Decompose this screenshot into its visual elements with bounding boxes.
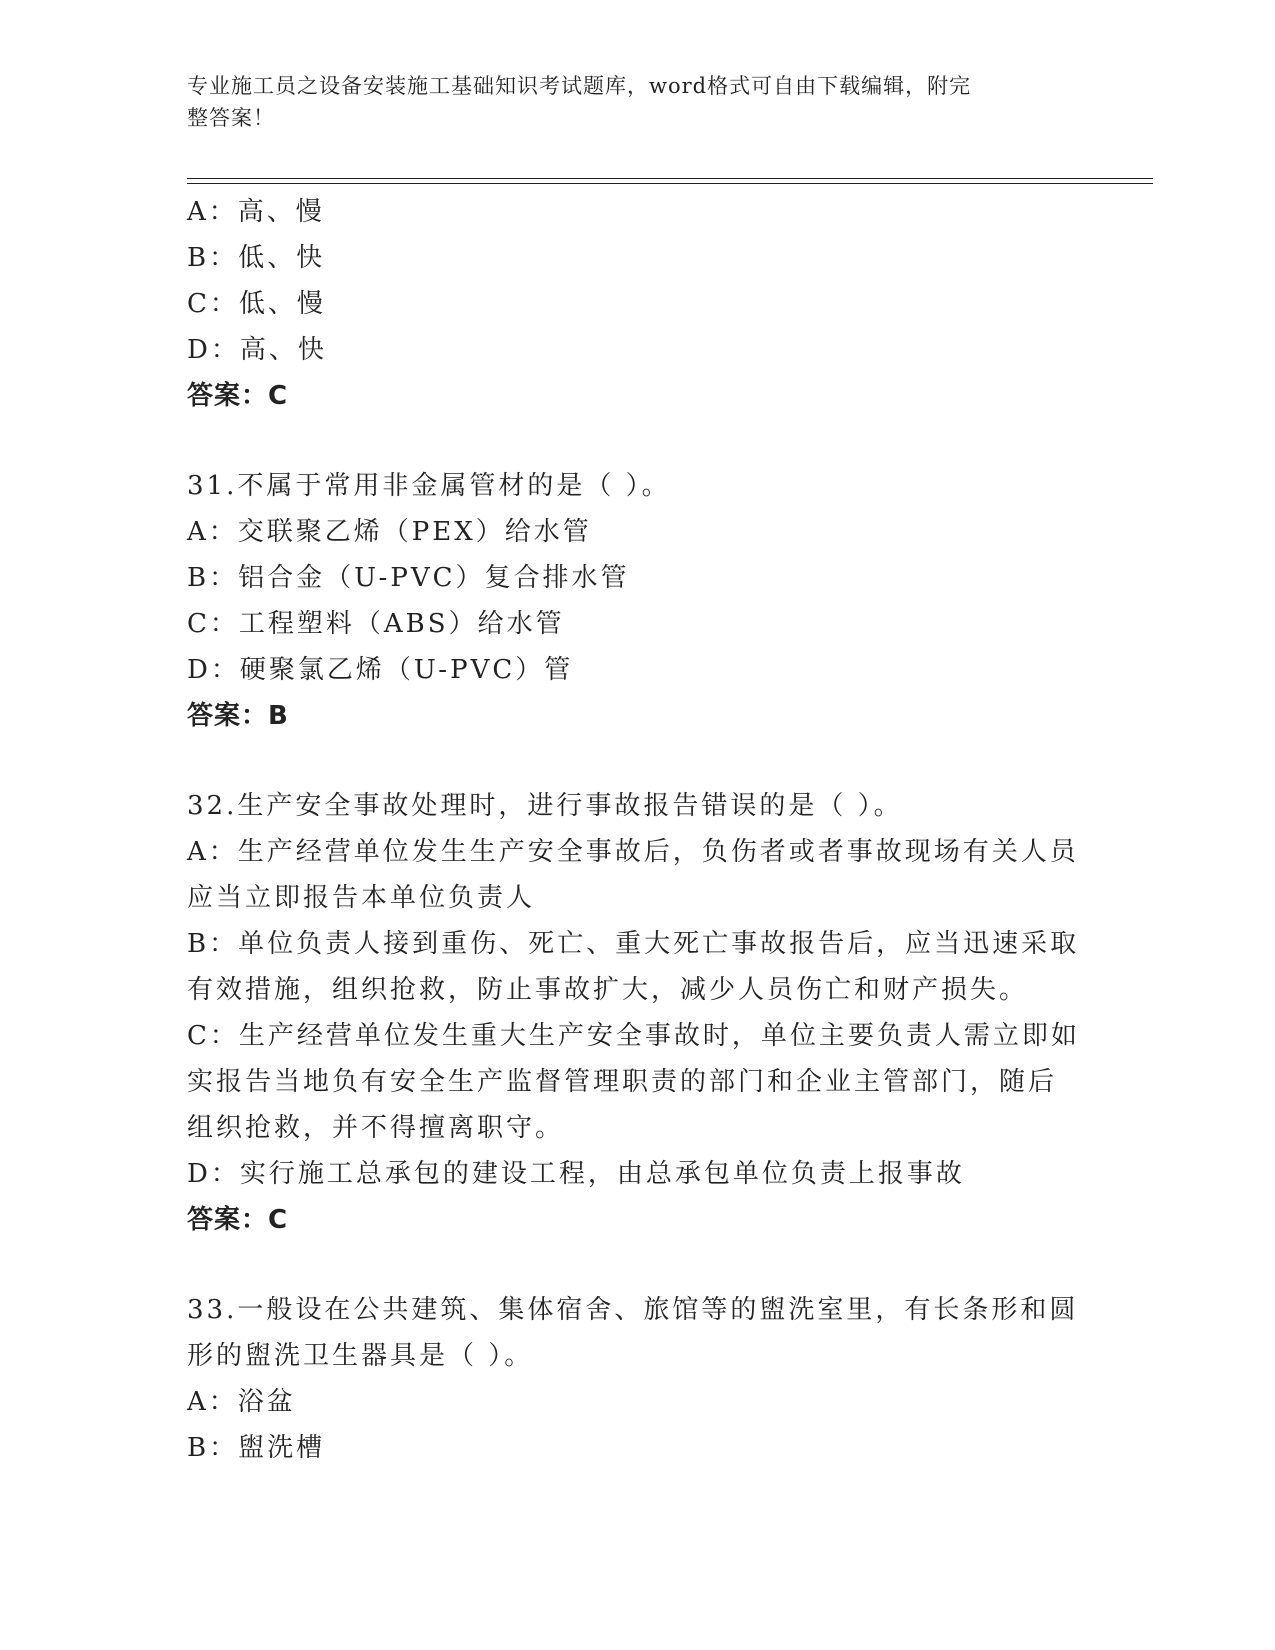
option-b: B：铝合金（U-PVC）复合排水管 <box>187 563 630 593</box>
option-c: C：低、慢 <box>187 289 326 319</box>
option-b: B：低、快 <box>187 243 326 273</box>
option-a: A：高、慢 <box>187 197 325 227</box>
question-list <box>187 189 1087 1471</box>
option-a: A：交联聚乙烯（PEX）给水管 <box>187 517 592 547</box>
question-30 <box>187 189 1087 419</box>
header-title-line-1: 专业施工员之设备安装施工基础知识考试题库，word格式可自由下载编辑，附完 <box>187 74 972 98</box>
question-31 <box>187 463 1087 739</box>
question-stem-line-1: 33.一般设在公共建筑、集体宿舍、旅馆等的盥洗室里，有长条形和圆 <box>187 1295 1079 1325</box>
option-a-line-1: A：生产经营单位发生生产安全事故后，负伤者或者事故现场有关人员 <box>187 837 1079 867</box>
question-stem-line-2: 形的盥洗卫生器具是（ ）。 <box>187 1341 534 1371</box>
option-a-line-2: 应当立即报告本单位负责人 <box>187 883 536 913</box>
option-d: D：实行施工总承包的建设工程，由总承包单位负责上报事故 <box>187 1159 965 1189</box>
option-c-line-2: 实报告当地负有安全生产监督管理职责的部门和企业主管部门，随后 <box>187 1067 1058 1097</box>
option-b-line-1: B：单位负责人接到重伤、死亡、重大死亡事故报告后，应当迅速采取 <box>187 929 1080 959</box>
option-d: D：高、快 <box>187 335 327 365</box>
question-stem: 31.不属于常用非金属管材的是（ ）。 <box>187 471 671 501</box>
header-title-line-2: 整答案！ <box>187 106 275 130</box>
question-32 <box>187 783 1087 1243</box>
option-a: A：浴盆 <box>187 1387 296 1417</box>
option-b: B：盥洗槽 <box>187 1433 326 1463</box>
option-d: D：硬聚氯乙烯（U-PVC）管 <box>187 655 574 685</box>
answer: 答案：C <box>187 1205 289 1235</box>
question-stem: 32.生产安全事故处理时，进行事故报告错误的是（ ）。 <box>187 791 903 821</box>
page-header <box>187 70 1067 134</box>
answer: 答案：B <box>187 701 289 731</box>
option-c-line-1: C：生产经营单位发生重大生产安全事故时，单位主要负责人需立即如 <box>187 1021 1080 1051</box>
header-rule-bottom <box>187 183 1153 184</box>
header-rule-top <box>187 178 1153 179</box>
question-33 <box>187 1287 1087 1471</box>
option-b-line-2: 有效措施，组织抢救，防止事故扩大，减少人员伤亡和财产损失。 <box>187 975 1029 1005</box>
option-c: C：工程塑料（ABS）给水管 <box>187 609 565 639</box>
answer: 答案：C <box>187 381 289 411</box>
option-c-line-3: 组织抢救，并不得擅离职守。 <box>187 1113 565 1143</box>
